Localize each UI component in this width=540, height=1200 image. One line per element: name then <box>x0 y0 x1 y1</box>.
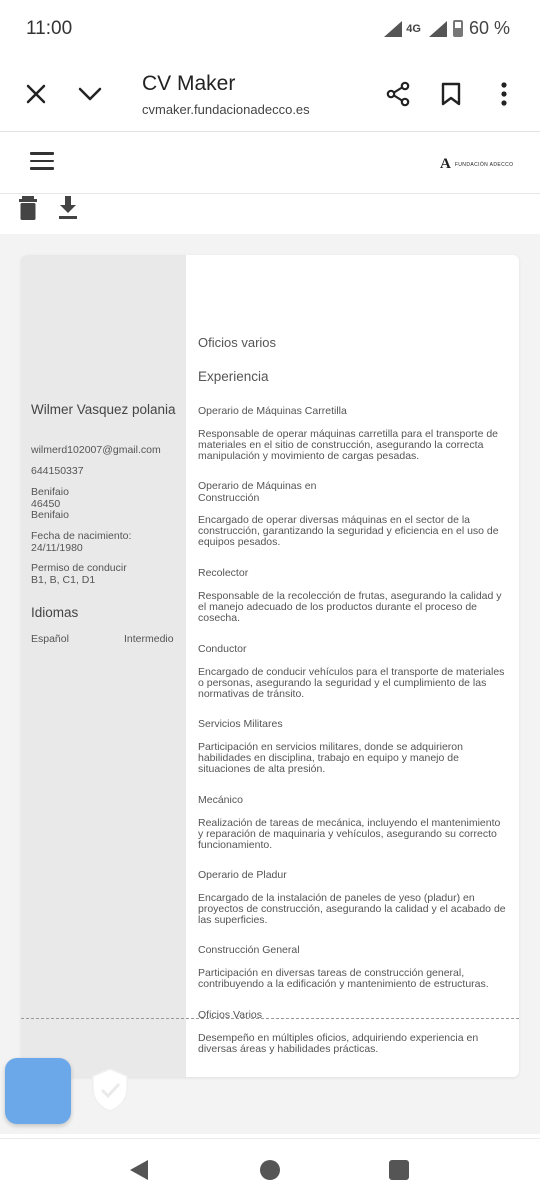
cv-main <box>186 255 519 1077</box>
job-description: Desempeño en múltiples oficios, adquiriendo experiencia en diversas áreas y habilidades prácticas. <box>198 1031 479 1055</box>
job-title: Servicios Militares <box>198 718 283 730</box>
job-description: Participación en servicios militares, donde se adquirieron habilidades en disciplina, trabajo en equipo y manejo de situaciones de alta presión. <box>198 740 463 775</box>
site-header <box>0 132 540 194</box>
recent-apps-icon[interactable] <box>389 1160 409 1180</box>
experience-item <box>198 568 506 624</box>
dob-value: 24/11/1980 <box>31 541 83 554</box>
languages-title: Idiomas <box>31 605 79 620</box>
profession: Oficios varios <box>198 335 277 350</box>
job-description: Participación en diversas tareas de construcción general, contribuyendo a la edificación y mantenimiento de estructuras. <box>198 966 489 990</box>
trash-icon[interactable] <box>14 194 42 222</box>
signal-icon <box>429 21 447 37</box>
job-description: Encargado de conducir vehículos para el transporte de materiales o personas, asegurando la seguridad y el cumplimiento de las normativas de tránsito. <box>198 665 505 700</box>
more-vert-icon[interactable] <box>490 80 518 108</box>
job-title: Recolector <box>198 567 249 579</box>
job-title: Oficios Varios <box>198 1009 262 1021</box>
bookmark-icon[interactable] <box>437 80 465 108</box>
battery-icon <box>453 20 463 37</box>
chevron-down-icon[interactable] <box>76 80 104 108</box>
share-icon[interactable] <box>384 80 412 108</box>
status-bar <box>0 0 540 58</box>
address-town: Benifaio <box>31 509 69 521</box>
home-icon[interactable] <box>260 1160 280 1180</box>
job-title: Operario de Pladur <box>198 869 287 881</box>
battery-level: 60 % <box>468 18 510 38</box>
email: wilmerd102007@gmail.com <box>31 444 161 456</box>
experience-item <box>198 1010 506 1055</box>
experience-item <box>198 719 506 775</box>
close-icon[interactable] <box>22 80 50 108</box>
fundacion-adecco-logo[interactable] <box>440 156 513 173</box>
experience-item <box>198 945 506 990</box>
language-name: Español <box>31 633 69 645</box>
system-nav-bar <box>0 1138 540 1200</box>
language-level: Intermedio <box>124 633 174 645</box>
menu-icon[interactable] <box>30 152 54 170</box>
address <box>31 487 69 522</box>
experience-item <box>198 795 506 851</box>
cv-toolbar <box>0 194 540 234</box>
logo-text: FUNDACIÓN ADECCO <box>454 161 514 168</box>
experience-item <box>198 481 506 548</box>
cv-preview <box>21 255 519 1077</box>
job-description: Responsable de la recolección de frutas, asegurando la calidad y el manejo adecuado de los productos durante el proceso de cosecha. <box>198 589 502 624</box>
back-icon[interactable] <box>128 1159 150 1181</box>
logo-mark: A <box>440 156 451 172</box>
job-title: Operario de Máquinas en Construcción <box>198 480 317 504</box>
experience-item <box>198 870 506 926</box>
status-time: 11:00 <box>26 18 73 39</box>
job-description: Responsable de operar máquinas carretilla para el transporte de materiales en el sitio de construcción, asegurando la correcta manipulación y movimiento de cargas pesadas. <box>198 427 499 462</box>
address-postal-code: 46450 <box>31 497 61 510</box>
person-name: Wilmer Vasquez polania <box>31 402 176 417</box>
browser-title: CV Maker <box>142 72 236 95</box>
job-title: Conductor <box>198 643 247 655</box>
browser-url[interactable]: cvmaker.fundacionadecco.es <box>142 102 310 117</box>
experience-item <box>198 644 506 700</box>
shield-icon <box>89 1067 131 1113</box>
job-title: Construcción General <box>198 944 300 956</box>
download-icon[interactable] <box>54 194 82 222</box>
license-label: Permiso de conducir <box>31 562 127 574</box>
network-type: 4G <box>406 22 421 35</box>
cv-sidebar <box>21 255 186 1077</box>
experience-title: Experiencia <box>198 369 269 384</box>
job-description: Encargado de operar diversas máquinas en el sector de la construcción, garantizando la seguridad y eficiencia en el uso de equipos pesados. <box>198 514 499 548</box>
address-city: Benifaio <box>31 486 69 498</box>
job-title: Mecánico <box>198 794 243 806</box>
license-value: B1, B, C1, D1 <box>31 573 96 586</box>
status-indicators <box>384 18 510 39</box>
floating-action-button[interactable] <box>5 1058 71 1124</box>
phone: 644150337 <box>31 465 84 477</box>
experience-item <box>198 406 506 462</box>
signal-icon <box>384 21 402 37</box>
job-description: Realización de tareas de mecánica, incluyendo el mantenimiento y reparación de maquinaria y vehículos, asegurando su correcto funcionamiento. <box>198 816 501 851</box>
driving-license <box>31 563 127 586</box>
dob-label: Fecha de nacimiento: <box>31 530 132 542</box>
job-description: Encargado de la instalación de paneles de yeso (pladur) en proyectos de construcción, asegurando la calidad y el acabado de las superficies. <box>198 891 506 926</box>
job-title: Operario de Máquinas Carretilla <box>198 405 347 417</box>
date-of-birth <box>31 531 131 554</box>
browser-toolbar <box>0 58 540 132</box>
page-break-line <box>21 1018 519 1019</box>
